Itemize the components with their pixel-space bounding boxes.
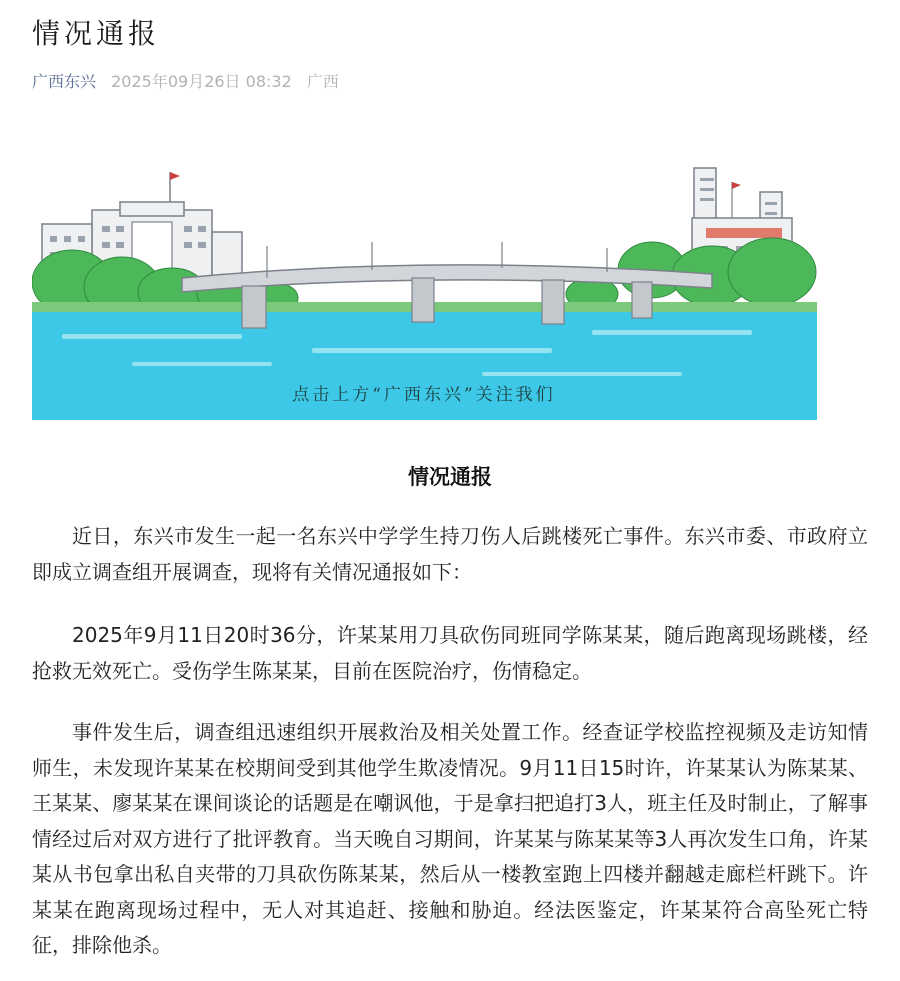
publish-datetime: 2025年09月26日 08:32 bbox=[111, 72, 292, 91]
notice-paragraph-2: 2025年9月11日20时36分，许某某用刀具砍伤同班同学陈某某，随后跑离现场跳楼，经抢救无效死亡。受伤学生陈某某，目前在医院治疗，伤情稳定。 bbox=[32, 623, 868, 683]
article-meta bbox=[32, 69, 339, 92]
city-bridge-illustration bbox=[32, 162, 817, 420]
notice-paragraph-3: 事件发生后，调查组迅速组织开展救治及相关处置工作。经查证学校监控视频及走访知情师生，未发现许某某在校期间受到其他学生欺凌情况。9月11日15时许，许某某认为陈某某、王某某、廖某某在课间谈论的话题是在嘲讽他，于是拿扫把追打3人，班主任及时制止，了解事情经过后对双方进行了批评教育。当天晚自习期间，许某某与陈某某等3人再次发生口角，许某某从书包拿出私自夹带的刀具砍伤陈某某，然后从一楼教室跑上四楼并翻越走廊栏杆跳下。许某某在跑离现场过程中，无人对其追赶、接触和胁迫。经法医鉴定，许某某符合高坠死亡特征，排除他杀。 bbox=[32, 720, 868, 957]
notice-paragraph-1: 近日，东兴市发生一起一名东兴中学学生持刀伤人后跳楼死亡事件。东兴市委、市政府立即成立调查组开展调查，现将有关情况通报如下： bbox=[32, 524, 868, 584]
account-name-link[interactable]: 广西东兴 bbox=[32, 72, 97, 91]
article-title: 情况通报 bbox=[32, 17, 161, 50]
publish-location: 广西 bbox=[306, 72, 339, 91]
notice-heading: 情况通报 bbox=[408, 465, 492, 489]
banner-caption: 点击上方“广西东兴”关注我们 bbox=[292, 385, 556, 405]
